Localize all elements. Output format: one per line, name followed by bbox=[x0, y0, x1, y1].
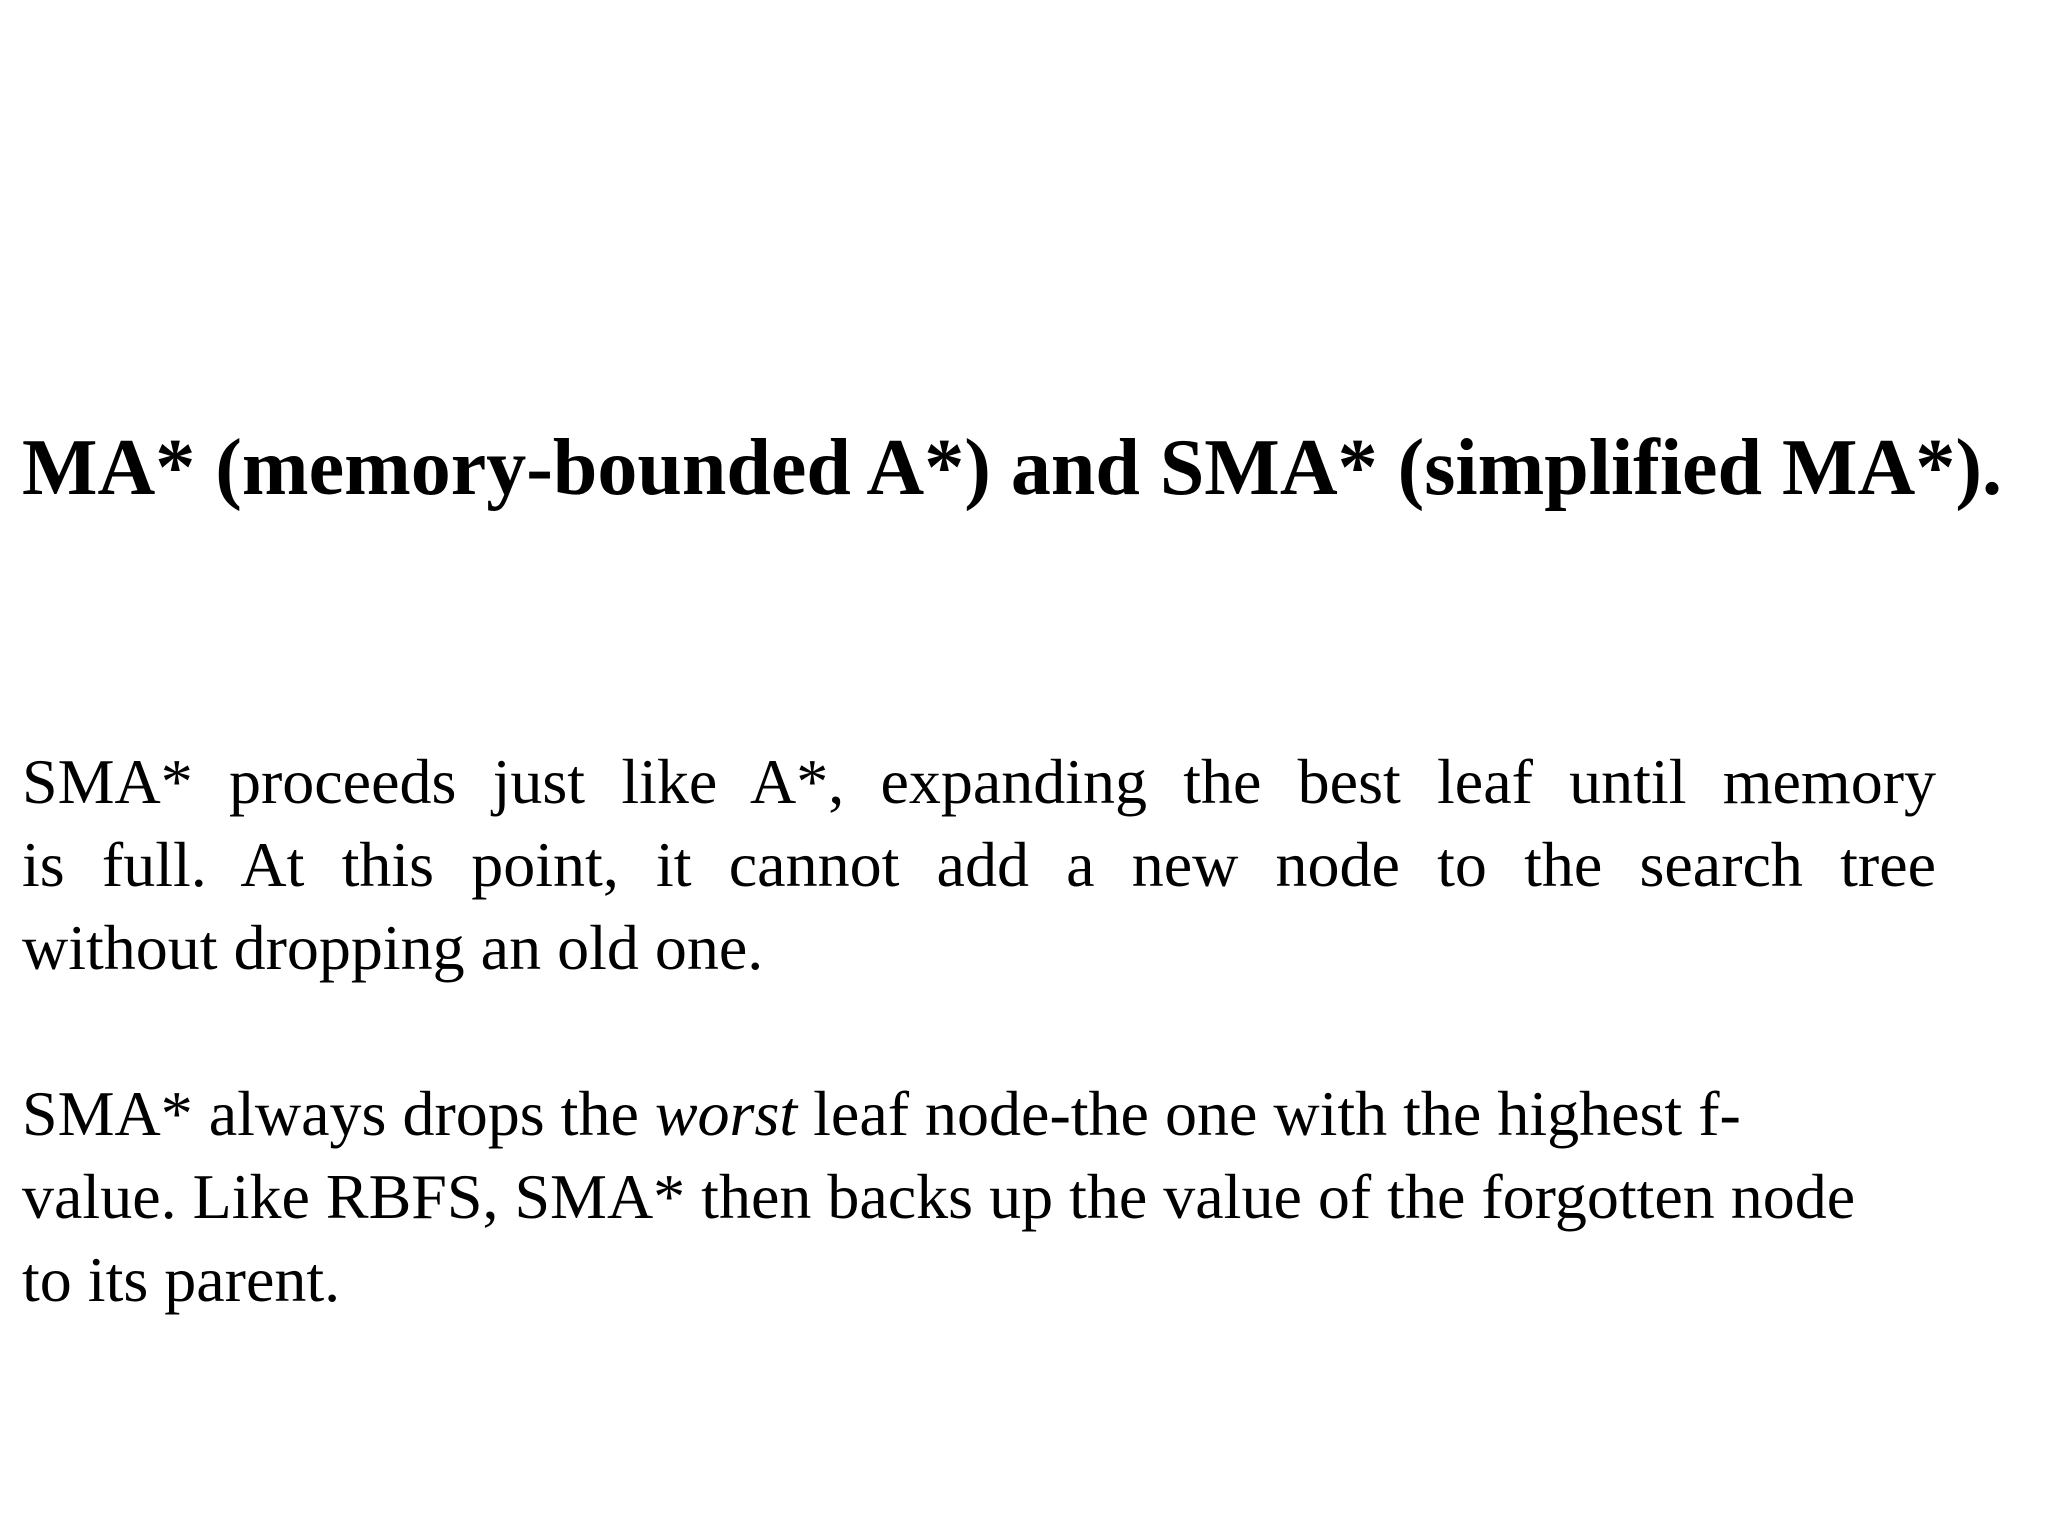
slide-title: MA* (memory-bounded A*) and SMA* (simplified MA*). bbox=[22, 424, 2002, 512]
paragraph-line: without dropping an old one. bbox=[22, 912, 764, 983]
paragraph-line bbox=[22, 1072, 2032, 1155]
paragraph-line: SMA* proceeds just like A*, expanding the best leaf until memory bbox=[22, 746, 1936, 817]
paragraph-line: value. Like RBFS, SMA* then backs up the value of the forgotten node bbox=[22, 1161, 1856, 1232]
text-run: leaf node-the one with the highest f- bbox=[797, 1078, 1741, 1149]
text-run: SMA* always drops the bbox=[22, 1078, 655, 1149]
paragraph-sma-drops bbox=[22, 1072, 1936, 1321]
paragraph-sma-memory bbox=[22, 740, 1936, 989]
paragraph-line: is full. At this point, it cannot add a new node to the search tree bbox=[22, 829, 1936, 900]
paragraph-line: to its parent. bbox=[22, 1244, 341, 1315]
emphasis-worst: worst bbox=[654, 1078, 798, 1149]
